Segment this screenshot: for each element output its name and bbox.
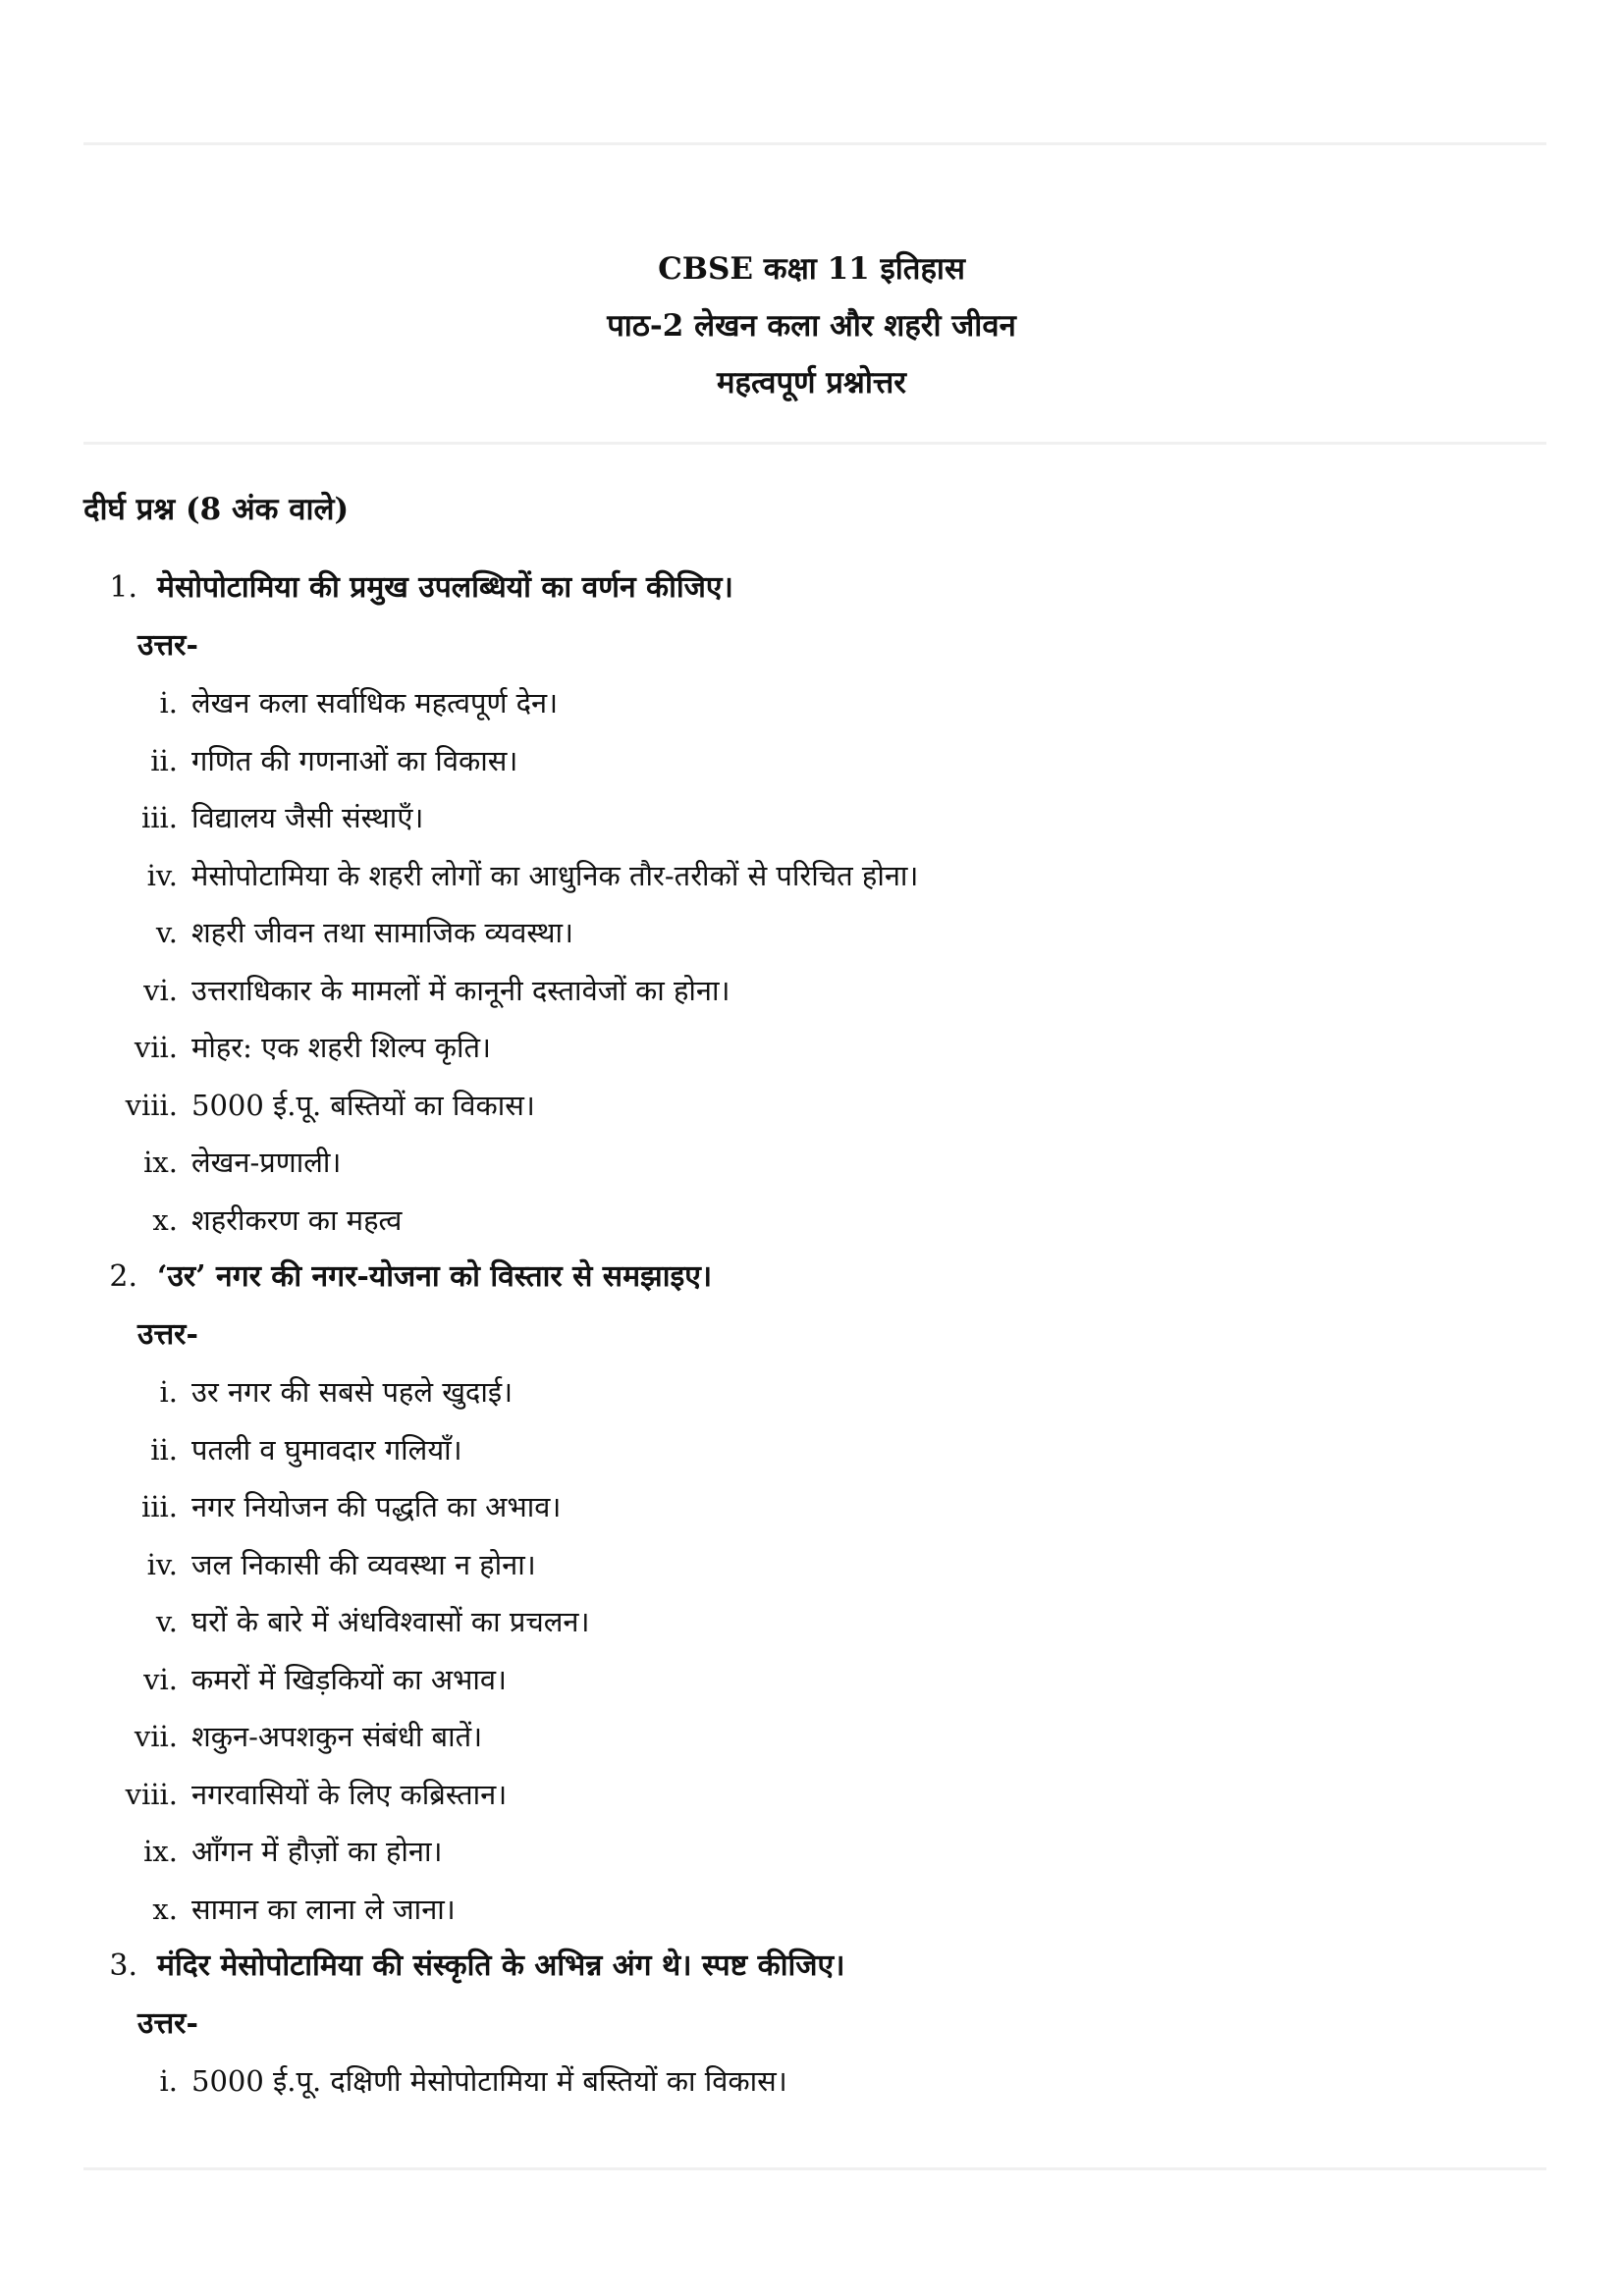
answer-item (83, 1881, 1546, 1939)
answer-item (83, 962, 1546, 1020)
answer-number: iii. (140, 801, 178, 834)
answer-text: जल निकासी की व्यवस्था न होना। (191, 1547, 536, 1581)
answer-item (83, 1192, 1546, 1250)
answer-text: सामान का लाना ले जाना। (191, 1892, 456, 1926)
answer-number: vii. (134, 1720, 178, 1753)
answer-text: शहरी जीवन तथा सामाजिक व्यवस्था। (191, 916, 574, 949)
answer-item (83, 1478, 1546, 1536)
question-number: 2. (109, 1259, 137, 1294)
answer-item (83, 732, 1546, 790)
answer-number: i. (159, 2064, 178, 2098)
answer-number: vi. (143, 973, 178, 1007)
answer-item (83, 1593, 1546, 1651)
answer-number: viii. (125, 1088, 178, 1122)
question-text: ‘उर’ नगर की नगर-योजना को विस्तार से समझाइए। (157, 1259, 713, 1294)
header-important-qa: महत्वपूर्ण प्रश्नोत्तर (717, 365, 906, 400)
answer-text: नगरवासियों के लिए कब्रिस्तान। (191, 1777, 508, 1811)
answer-number: viii. (125, 1777, 178, 1811)
bottom-divider (83, 2167, 1546, 2170)
answer-number: i. (159, 686, 178, 720)
answer-text: शकुन-अपशकुन संबंधी बातें। (191, 1720, 483, 1753)
answer-text: विद्यालय जैसी संस्थाएँ। (191, 801, 424, 834)
header-chapter-title: पाठ-2 लेखन कला और शहरी जीवन (607, 308, 1016, 344)
answer-number: iii. (140, 1490, 178, 1523)
answer-list (83, 674, 1546, 1249)
answer-item (83, 1421, 1546, 1479)
answer-item (83, 1363, 1546, 1421)
answer-item (83, 1766, 1546, 1824)
question-row (83, 560, 1546, 617)
answer-text: लेखन-प्रणाली। (191, 1146, 342, 1179)
answer-item (83, 1134, 1546, 1192)
answer-list (83, 1363, 1546, 1938)
answer-number: ix. (143, 1146, 178, 1179)
question-number: 1. (109, 570, 137, 605)
answer-item (83, 674, 1546, 732)
question-row (83, 1249, 1546, 1307)
answer-text: मेसोपोटामिया के शहरी लोगों का आधुनिक तौर-तरीकों से परिचित होना। (191, 858, 919, 892)
question-2 (83, 1249, 1546, 1938)
answer-number: ii. (150, 743, 178, 777)
answer-text: मोहर: एक शहरी शिल्प कृति। (191, 1031, 492, 1064)
question-row (83, 1938, 1546, 1996)
answer-text: लेखन कला सर्वाधिक महत्वपूर्ण देन। (191, 686, 559, 720)
answer-number: ix. (143, 1835, 178, 1868)
answer-item (83, 847, 1546, 905)
answer-text: 5000 ई.पू. दक्षिणी मेसोपोटामिया में बस्तियों का विकास। (191, 2064, 787, 2098)
answer-number: v. (155, 1605, 178, 1638)
answer-item (83, 1019, 1546, 1077)
header-board-class-subject: CBSE कक्षा 11 इतिहास (658, 251, 965, 287)
answer-text: उर नगर की सबसे पहले खुदाई। (191, 1375, 514, 1409)
answer-item (83, 1823, 1546, 1881)
answer-item (83, 1077, 1546, 1135)
question-3 (83, 1938, 1546, 2110)
answer-text: पतली व घुमावदार गलियाँ। (191, 1432, 462, 1467)
top-divider (83, 142, 1546, 145)
answer-number: vi. (143, 1662, 178, 1696)
answer-label: उत्तर- (137, 1316, 198, 1352)
answer-text: घरों के बारे में अंधविश्वासों का प्रचलन। (191, 1605, 590, 1638)
answer-label: उत्तर- (137, 627, 198, 663)
answer-number: vii. (134, 1031, 178, 1064)
document-body (83, 481, 1546, 2110)
document-header (0, 240, 1623, 411)
answer-item (83, 904, 1546, 962)
answer-item (83, 789, 1546, 847)
answer-text: उत्तराधिकार के मामलों में कानूनी दस्तावेजों का होना। (191, 973, 730, 1007)
answer-number: iv. (146, 1547, 178, 1581)
question-1 (83, 560, 1546, 1249)
question-text: मंदिर मेसोपोटामिया की संस्कृति के अभिन्न अंग थे। स्पष्ट कीजिए। (157, 1949, 845, 1983)
answer-number: x. (152, 1202, 178, 1237)
answer-item (83, 1651, 1546, 1709)
question-number: 3. (109, 1949, 137, 1983)
answer-text: आँगन में हौज़ों का होना। (191, 1835, 443, 1868)
answer-text: कमरों में खिड़कियों का अभाव। (191, 1662, 508, 1696)
question-text: मेसोपोटामिया की प्रमुख उपलब्धियों का वर्णन कीजिए। (157, 570, 733, 605)
answer-label: उत्तर- (137, 2005, 198, 2041)
section-title: दीर्घ प्रश्न (8 अंक वाले) (83, 492, 350, 527)
answer-number: x. (152, 1892, 178, 1926)
answer-item (83, 2053, 1546, 2110)
answer-item (83, 1536, 1546, 1594)
answer-list (83, 2053, 1546, 2110)
header-divider (83, 442, 1546, 445)
answer-item (83, 1708, 1546, 1766)
answer-number: v. (155, 916, 178, 949)
answer-text: 5000 ई.पू. बस्तियों का विकास। (191, 1088, 535, 1122)
answer-text: शहरीकरण का महत्व (191, 1202, 403, 1237)
answer-text: गणित की गणनाओं का विकास। (191, 743, 518, 777)
answer-number: iv. (146, 858, 178, 892)
answer-number: ii. (150, 1432, 178, 1467)
answer-text: नगर नियोजन की पद्धति का अभाव। (191, 1490, 562, 1523)
answer-number: i. (159, 1375, 178, 1409)
